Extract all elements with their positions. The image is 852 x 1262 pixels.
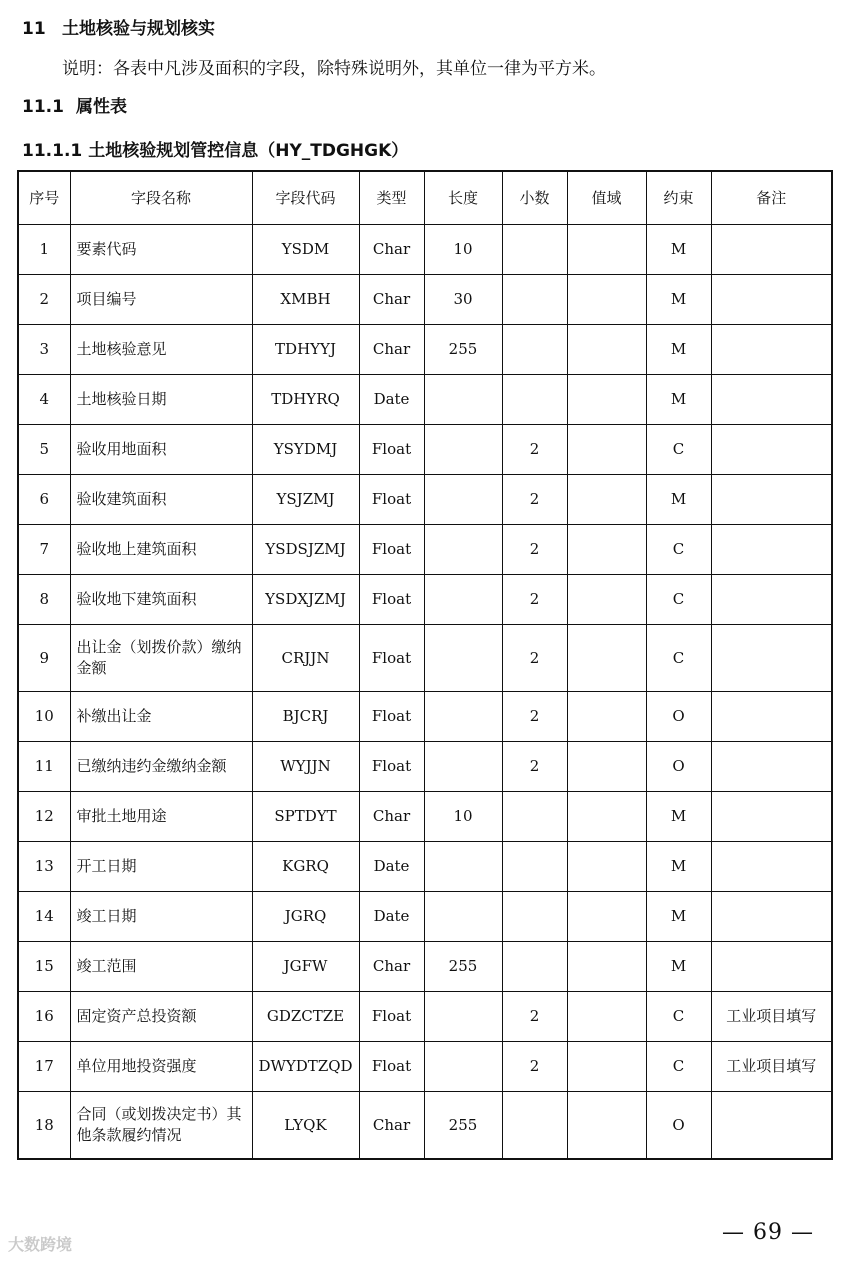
cell-constraint: C bbox=[646, 425, 711, 475]
cell-name: 竣工范围 bbox=[70, 942, 252, 992]
cell-type: Float bbox=[359, 425, 424, 475]
cell-type: Char bbox=[359, 792, 424, 842]
cell-code: YSDXJZMJ bbox=[252, 575, 359, 625]
cell-no: 11 bbox=[18, 742, 70, 792]
cell-code: BJCRJ bbox=[252, 692, 359, 742]
cell-domain bbox=[567, 1042, 646, 1092]
col-header-domain: 值域 bbox=[567, 171, 646, 225]
cell-remark bbox=[711, 942, 832, 992]
cell-name: 已缴纳违约金缴纳金额 bbox=[70, 742, 252, 792]
cell-domain bbox=[567, 625, 646, 692]
cell-name: 单位用地投资强度 bbox=[70, 1042, 252, 1092]
cell-remark: 工业项目填写 bbox=[711, 1042, 832, 1092]
cell-no: 3 bbox=[18, 325, 70, 375]
table-row bbox=[18, 692, 832, 742]
cell-decimal: 2 bbox=[502, 625, 567, 692]
table-row bbox=[18, 525, 832, 575]
cell-no: 4 bbox=[18, 375, 70, 425]
cell-decimal bbox=[502, 325, 567, 375]
subsection-heading bbox=[22, 92, 127, 117]
cell-constraint: M bbox=[646, 792, 711, 842]
table-row bbox=[18, 1042, 832, 1092]
cell-remark bbox=[711, 475, 832, 525]
cell-type: Float bbox=[359, 625, 424, 692]
cell-length bbox=[424, 375, 502, 425]
cell-decimal: 2 bbox=[502, 992, 567, 1042]
col-header-remark: 备注 bbox=[711, 171, 832, 225]
cell-constraint: C bbox=[646, 992, 711, 1042]
cell-length bbox=[424, 625, 502, 692]
cell-constraint: M bbox=[646, 942, 711, 992]
cell-decimal: 2 bbox=[502, 1042, 567, 1092]
cell-type: Char bbox=[359, 225, 424, 275]
cell-length: 10 bbox=[424, 792, 502, 842]
cell-length: 255 bbox=[424, 942, 502, 992]
cell-code: YSJZMJ bbox=[252, 475, 359, 525]
cell-constraint: O bbox=[646, 742, 711, 792]
cell-type: Float bbox=[359, 475, 424, 525]
col-header-name: 字段名称 bbox=[70, 171, 252, 225]
cell-no: 18 bbox=[18, 1092, 70, 1160]
cell-domain bbox=[567, 525, 646, 575]
cell-remark bbox=[711, 625, 832, 692]
table-row bbox=[18, 842, 832, 892]
table-row bbox=[18, 992, 832, 1042]
section-number: 11 bbox=[22, 19, 46, 39]
cell-domain bbox=[567, 325, 646, 375]
col-header-constraint: 约束 bbox=[646, 171, 711, 225]
table-row bbox=[18, 742, 832, 792]
table-row bbox=[18, 425, 832, 475]
cell-constraint: M bbox=[646, 892, 711, 942]
table-row bbox=[18, 375, 832, 425]
cell-remark bbox=[711, 275, 832, 325]
cell-decimal: 2 bbox=[502, 692, 567, 742]
cell-decimal: 2 bbox=[502, 525, 567, 575]
cell-constraint: M bbox=[646, 475, 711, 525]
cell-constraint: C bbox=[646, 525, 711, 575]
cell-name: 审批土地用途 bbox=[70, 792, 252, 842]
cell-remark bbox=[711, 842, 832, 892]
col-header-type: 类型 bbox=[359, 171, 424, 225]
col-header-decimal: 小数 bbox=[502, 171, 567, 225]
cell-length bbox=[424, 692, 502, 742]
cell-no: 9 bbox=[18, 625, 70, 692]
cell-code: CRJJN bbox=[252, 625, 359, 692]
cell-code: YSYDMJ bbox=[252, 425, 359, 475]
page-number: — 69 — bbox=[722, 1220, 814, 1245]
cell-type: Float bbox=[359, 742, 424, 792]
cell-no: 12 bbox=[18, 792, 70, 842]
cell-code: JGFW bbox=[252, 942, 359, 992]
cell-type: Char bbox=[359, 275, 424, 325]
cell-constraint: O bbox=[646, 692, 711, 742]
cell-remark bbox=[711, 425, 832, 475]
cell-type: Float bbox=[359, 992, 424, 1042]
cell-length: 30 bbox=[424, 275, 502, 325]
cell-decimal: 2 bbox=[502, 575, 567, 625]
cell-code: YSDM bbox=[252, 225, 359, 275]
cell-constraint: C bbox=[646, 1042, 711, 1092]
table-row bbox=[18, 225, 832, 275]
cell-name: 固定资产总投资额 bbox=[70, 992, 252, 1042]
cell-length bbox=[424, 892, 502, 942]
cell-length: 255 bbox=[424, 325, 502, 375]
cell-no: 8 bbox=[18, 575, 70, 625]
cell-constraint: C bbox=[646, 625, 711, 692]
cell-length bbox=[424, 842, 502, 892]
cell-constraint: M bbox=[646, 225, 711, 275]
cell-decimal bbox=[502, 275, 567, 325]
cell-code: TDHYYJ bbox=[252, 325, 359, 375]
cell-code: TDHYRQ bbox=[252, 375, 359, 425]
cell-no: 7 bbox=[18, 525, 70, 575]
cell-decimal bbox=[502, 225, 567, 275]
cell-remark bbox=[711, 325, 832, 375]
section-title: 土地核验与规划核实 bbox=[62, 19, 215, 39]
cell-name: 竣工日期 bbox=[70, 892, 252, 942]
cell-name: 验收地上建筑面积 bbox=[70, 525, 252, 575]
cell-no: 1 bbox=[18, 225, 70, 275]
cell-name: 合同（或划拨决定书）其他条款履约情况 bbox=[70, 1092, 252, 1160]
cell-constraint: M bbox=[646, 375, 711, 425]
cell-decimal bbox=[502, 842, 567, 892]
cell-remark bbox=[711, 1092, 832, 1160]
cell-domain bbox=[567, 425, 646, 475]
cell-remark bbox=[711, 525, 832, 575]
cell-remark bbox=[711, 892, 832, 942]
cell-remark: 工业项目填写 bbox=[711, 992, 832, 1042]
cell-no: 13 bbox=[18, 842, 70, 892]
cell-code: XMBH bbox=[252, 275, 359, 325]
cell-domain bbox=[567, 475, 646, 525]
cell-type: Float bbox=[359, 525, 424, 575]
cell-name: 土地核验意见 bbox=[70, 325, 252, 375]
table-row bbox=[18, 275, 832, 325]
table-heading bbox=[22, 136, 408, 161]
cell-name: 出让金（划拨价款）缴纳金额 bbox=[70, 625, 252, 692]
cell-domain bbox=[567, 892, 646, 942]
cell-length bbox=[424, 575, 502, 625]
cell-code: LYQK bbox=[252, 1092, 359, 1160]
cell-domain bbox=[567, 742, 646, 792]
cell-no: 17 bbox=[18, 1042, 70, 1092]
table-row bbox=[18, 575, 832, 625]
cell-decimal bbox=[502, 942, 567, 992]
cell-code: YSDSJZMJ bbox=[252, 525, 359, 575]
watermark-logo: 大数跨境 bbox=[8, 1235, 73, 1254]
section-heading bbox=[22, 14, 215, 39]
cell-decimal: 2 bbox=[502, 425, 567, 475]
cell-constraint: M bbox=[646, 842, 711, 892]
table-row bbox=[18, 625, 832, 692]
cell-domain bbox=[567, 792, 646, 842]
cell-length bbox=[424, 425, 502, 475]
cell-length: 10 bbox=[424, 225, 502, 275]
cell-code: SPTDYT bbox=[252, 792, 359, 842]
cell-length bbox=[424, 475, 502, 525]
subsection-number: 11.1 bbox=[22, 97, 64, 117]
cell-type: Date bbox=[359, 892, 424, 942]
cell-name: 开工日期 bbox=[70, 842, 252, 892]
table-heading-number: 11.1.1 bbox=[22, 141, 83, 161]
cell-domain bbox=[567, 275, 646, 325]
cell-domain bbox=[567, 375, 646, 425]
cell-remark bbox=[711, 575, 832, 625]
subsection-title: 属性表 bbox=[76, 97, 127, 117]
cell-decimal bbox=[502, 375, 567, 425]
table-row bbox=[18, 475, 832, 525]
cell-code: GDZCTZE bbox=[252, 992, 359, 1042]
cell-no: 14 bbox=[18, 892, 70, 942]
cell-decimal: 2 bbox=[502, 475, 567, 525]
cell-type: Char bbox=[359, 1092, 424, 1160]
cell-name: 验收用地面积 bbox=[70, 425, 252, 475]
cell-type: Date bbox=[359, 375, 424, 425]
cell-decimal bbox=[502, 892, 567, 942]
cell-decimal: 2 bbox=[502, 742, 567, 792]
cell-no: 10 bbox=[18, 692, 70, 742]
cell-type: Char bbox=[359, 325, 424, 375]
cell-remark bbox=[711, 792, 832, 842]
cell-domain bbox=[567, 575, 646, 625]
cell-length: 255 bbox=[424, 1092, 502, 1160]
cell-constraint: M bbox=[646, 275, 711, 325]
table-row bbox=[18, 792, 832, 842]
table-row bbox=[18, 892, 832, 942]
cell-no: 5 bbox=[18, 425, 70, 475]
cell-type: Float bbox=[359, 575, 424, 625]
cell-type: Float bbox=[359, 1042, 424, 1092]
cell-domain bbox=[567, 942, 646, 992]
table-row bbox=[18, 1092, 832, 1160]
cell-remark bbox=[711, 375, 832, 425]
cell-decimal bbox=[502, 1092, 567, 1160]
cell-domain bbox=[567, 225, 646, 275]
cell-name: 验收地下建筑面积 bbox=[70, 575, 252, 625]
cell-length bbox=[424, 742, 502, 792]
cell-code: WYJJN bbox=[252, 742, 359, 792]
cell-constraint: C bbox=[646, 575, 711, 625]
cell-remark bbox=[711, 225, 832, 275]
table-row bbox=[18, 942, 832, 992]
cell-no: 16 bbox=[18, 992, 70, 1042]
col-header-no: 序号 bbox=[18, 171, 70, 225]
cell-no: 2 bbox=[18, 275, 70, 325]
attribute-table bbox=[17, 170, 833, 1160]
cell-type: Char bbox=[359, 942, 424, 992]
cell-name: 验收建筑面积 bbox=[70, 475, 252, 525]
cell-length bbox=[424, 1042, 502, 1092]
cell-name: 项目编号 bbox=[70, 275, 252, 325]
cell-constraint: M bbox=[646, 325, 711, 375]
cell-name: 补缴出让金 bbox=[70, 692, 252, 742]
cell-length bbox=[424, 992, 502, 1042]
cell-length bbox=[424, 525, 502, 575]
cell-domain bbox=[567, 692, 646, 742]
cell-type: Date bbox=[359, 842, 424, 892]
cell-name: 要素代码 bbox=[70, 225, 252, 275]
col-header-code: 字段代码 bbox=[252, 171, 359, 225]
table-row bbox=[18, 325, 832, 375]
cell-code: JGRQ bbox=[252, 892, 359, 942]
table-header-row bbox=[18, 171, 832, 225]
table-heading-title: 土地核验规划管控信息（HY_TDGHGK） bbox=[88, 141, 409, 161]
cell-domain bbox=[567, 1092, 646, 1160]
cell-type: Float bbox=[359, 692, 424, 742]
cell-remark bbox=[711, 742, 832, 792]
cell-code: DWYDTZQD bbox=[252, 1042, 359, 1092]
cell-decimal bbox=[502, 792, 567, 842]
cell-no: 6 bbox=[18, 475, 70, 525]
cell-name: 土地核验日期 bbox=[70, 375, 252, 425]
cell-constraint: O bbox=[646, 1092, 711, 1160]
unit-note: 说明：各表中凡涉及面积的字段，除特殊说明外，其单位一律为平方米。 bbox=[62, 59, 606, 79]
cell-domain bbox=[567, 842, 646, 892]
cell-remark bbox=[711, 692, 832, 742]
cell-no: 15 bbox=[18, 942, 70, 992]
cell-domain bbox=[567, 992, 646, 1042]
cell-code: KGRQ bbox=[252, 842, 359, 892]
col-header-length: 长度 bbox=[424, 171, 502, 225]
